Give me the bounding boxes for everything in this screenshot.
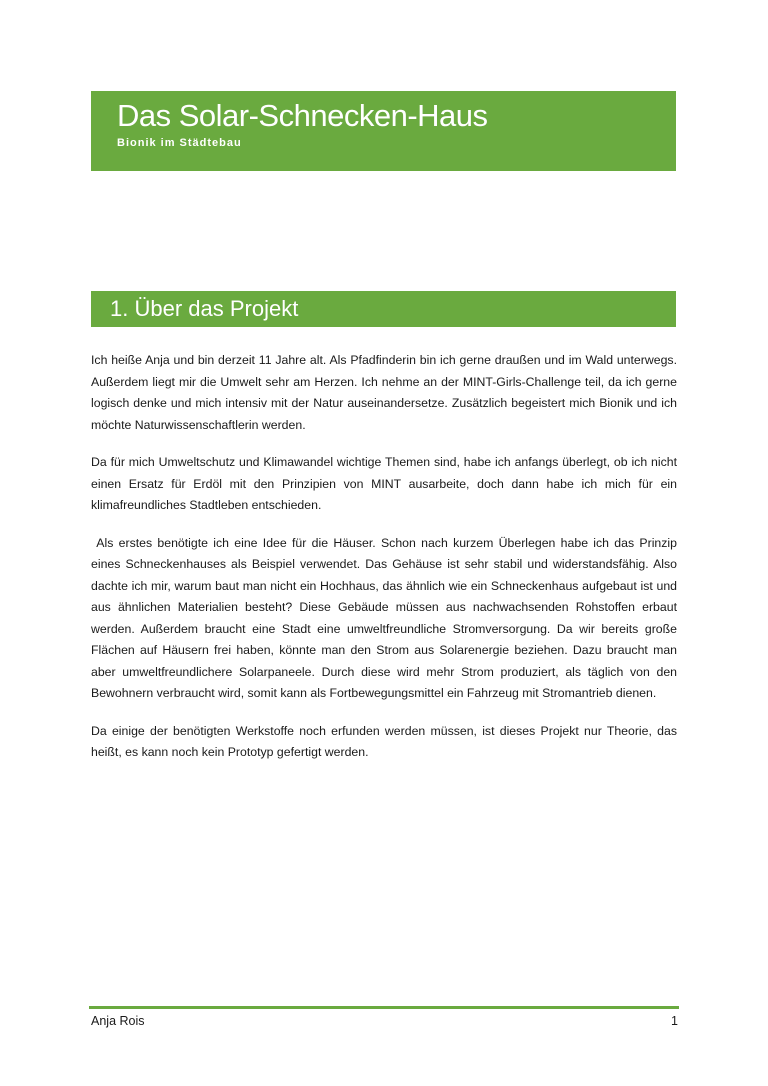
footer-divider: [89, 1006, 679, 1009]
paragraph-conclusion: Da einige der benötigten Werkstoffe noch erfunden werden müssen, ist dieses Projekt nur Theorie, das heißt, es kann noch kein Prototyp gefertigt werden.: [91, 723, 677, 759]
document-title: Das Solar-Schnecken-Haus: [117, 98, 488, 133]
footer-author: Anja Rois: [91, 1014, 145, 1028]
section-content: [91, 350, 681, 780]
page-number: 1: [671, 1014, 678, 1028]
paragraph-intro: Ich heiße Anja und bin derzeit 11 Jahre alt. Als Pfadfinderin bin ich gerne draußen und im Wald unterwegs. Außerdem liegt mir die Umwelt sehr am Herzen. Ich nehme an der MINT-Girls-Challenge teil, da ich gerne logisch denke und mich intensiv mit der Natur auseinandersetze. Zusätzlich begeistert mich Bionik und ich möchte Naturwissenschaftlerin werden.: [91, 353, 677, 432]
section-heading: 1. Über das Projekt: [110, 296, 299, 321]
section-banner: [91, 291, 676, 327]
paragraph-idea: Als erstes benötigte ich eine Idee für die Häuser. Schon nach kurzem Überlegen habe ich das Prinzip eines Schneckenhauses als Beispiel verwendet. Das Gehäuse ist sehr stabil und widerstandsfähig. Also dachte ich mir, warum baut man nicht ein Hochhaus, das ähnlich wie ein Schneckenhaus aufgebaut ist und aus ähnlichen Materialien besteht? Diese Gebäude müssen aus nachwachsenden Rohstoffen erbaut werden. Außerdem braucht eine Stadt eine umweltfreundliche Stromversorgung. Da wir bereits große Flächen auf Häusern frei haben, könnte man den Strom aus Solarenergie beziehen. Dazu braucht man aber umweltfreundlichere Solarpaneele. Durch diese wird mehr Strom produziert, als täglich von den Bewohnern verbraucht wird, somit kann als Fortbewegungsmittel ein Fahrzeug mit Stromantrieb dienen.: [91, 535, 681, 700]
title-banner: [91, 91, 676, 171]
document-subtitle: Bionik im Städtebau: [117, 137, 242, 149]
paragraph-motivation: Da für mich Umweltschutz und Klimawandel wichtige Themen sind, habe ich anfangs überlegt, ob ich nicht einen Ersatz für Erdöl mit den Prinzipien von MINT ausarbeite, doch dann habe ich mich für ein klimafreundliches Stadtleben entschieden.: [91, 455, 677, 512]
